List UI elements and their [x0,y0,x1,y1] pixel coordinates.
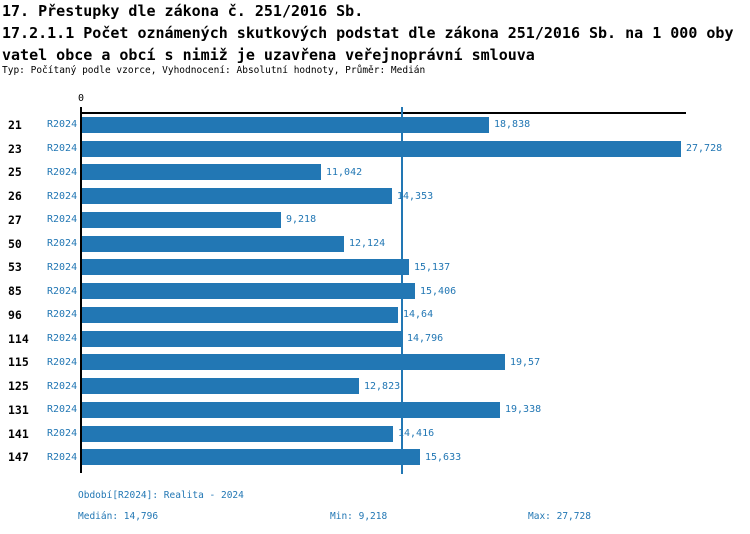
table-row [0,279,750,303]
bar-value-label: 12,124 [349,238,386,250]
bar-value-label: 19,338 [505,404,542,416]
bar [82,402,500,418]
table-row [0,161,750,185]
report-title-line2: 17.2.1.1 Počet oznámených skutkových podstat dle zákona 251/2016 Sb. na 1 000 oby [2,24,734,42]
row-category-label: 21 [8,117,22,132]
bar [82,212,281,228]
table-row [0,137,750,161]
bar [82,259,409,275]
table-row [0,351,750,375]
bar [82,449,420,465]
chart-rows [0,113,750,469]
row-series-label: R2024 [47,309,78,321]
row-category-label: 27 [8,212,22,227]
bar-value-label: 15,633 [425,451,462,463]
bar-value-label: 12,823 [364,380,401,392]
report-title-line1: 17. Přestupky dle zákona č. 251/2016 Sb. [2,2,364,20]
report-subtitle: Typ: Počítaný podle vzorce, Vyhodnocení: Absolutní hodnoty, Průměr: Medián [2,65,426,76]
table-row [0,446,750,470]
row-series-label: R2024 [47,285,78,297]
table-row [0,256,750,280]
bar-value-label: 27,728 [686,143,723,155]
row-series-label: R2024 [47,380,78,392]
bar [82,188,392,204]
row-category-label: 141 [8,426,29,441]
bar [82,164,321,180]
row-series-label: R2024 [47,428,78,440]
row-series-label: R2024 [47,190,78,202]
x-axis-zero-tick-label: 0 [77,93,85,104]
row-category-label: 114 [8,331,29,346]
bar-value-label: 15,406 [420,285,457,297]
bar [82,236,344,252]
row-series-label: R2024 [47,214,78,226]
table-row [0,208,750,232]
table-row [0,303,750,327]
footer-period-label: Období[R2024]: Realita - 2024 [78,490,244,501]
row-category-label: 85 [8,284,22,299]
row-series-label: R2024 [47,333,78,345]
bar [82,283,415,299]
bar [82,141,681,157]
bar-value-label: 11,042 [326,166,363,178]
table-row [0,398,750,422]
bar-value-label: 14,64 [403,309,434,321]
bar-value-label: 15,137 [414,261,451,273]
row-category-label: 26 [8,189,22,204]
row-category-label: 50 [8,236,22,251]
bar-value-label: 19,57 [510,356,541,368]
table-row [0,113,750,137]
row-series-label: R2024 [47,404,78,416]
table-row [0,184,750,208]
bar [82,354,505,370]
row-category-label: 131 [8,402,29,417]
footer-max-label: Max: 27,728 [528,511,591,522]
bar [82,331,402,347]
row-series-label: R2024 [47,166,78,178]
table-row [0,232,750,256]
bar [82,307,398,323]
row-category-label: 115 [8,355,29,370]
row-series-label: R2024 [47,356,78,368]
row-category-label: 125 [8,379,29,394]
bar-value-label: 14,416 [398,428,435,440]
table-row [0,374,750,398]
row-category-label: 96 [8,307,22,322]
report-title-line3: vatel obce a obcí s nimiž je uzavřena veřejnoprávní smlouva [2,46,535,64]
row-series-label: R2024 [47,238,78,250]
bar-value-label: 14,796 [407,333,444,345]
row-series-label: R2024 [47,119,78,131]
row-category-label: 23 [8,141,22,156]
row-series-label: R2024 [47,451,78,463]
bar [82,378,359,394]
table-row [0,327,750,351]
row-series-label: R2024 [47,261,78,273]
row-series-label: R2024 [47,143,78,155]
table-row [0,422,750,446]
row-category-label: 53 [8,260,22,275]
row-category-label: 25 [8,165,22,180]
bar-value-label: 9,218 [286,214,317,226]
bar-value-label: 14,353 [397,190,434,202]
bar [82,426,393,442]
footer-min-label: Min: 9,218 [330,511,388,522]
bar-value-label: 18,838 [494,119,531,131]
row-category-label: 147 [8,450,29,465]
footer-median-label: Medián: 14,796 [78,511,159,522]
bar [82,117,489,133]
